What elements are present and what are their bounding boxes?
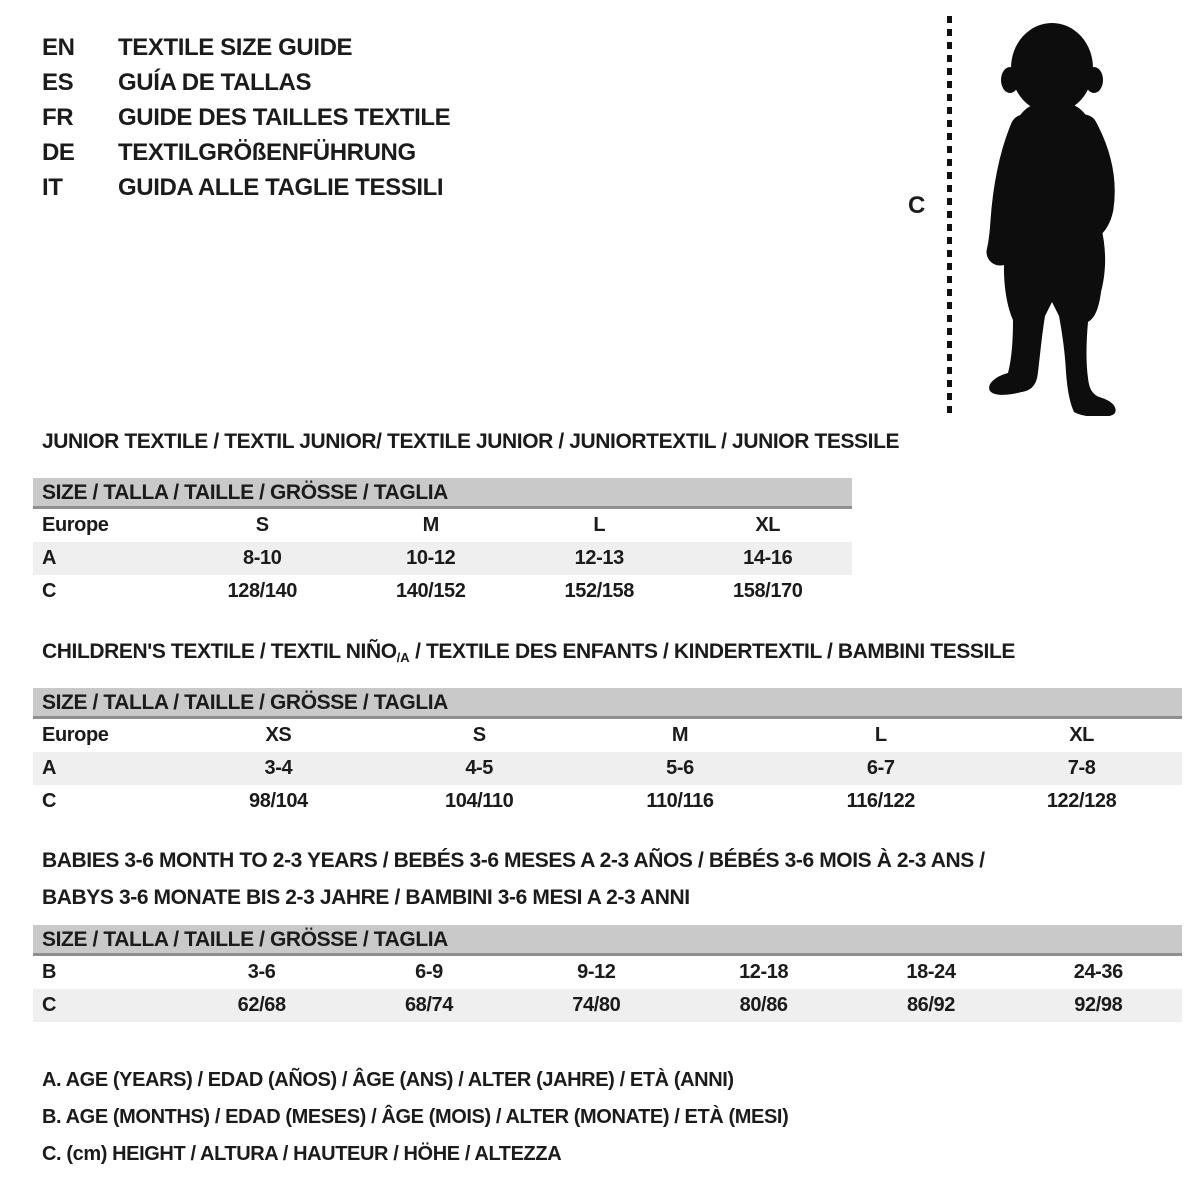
height-cell: 68/74 — [404, 994, 454, 1016]
language-row-en — [42, 30, 450, 65]
months-cell: 24-36 — [1073, 961, 1123, 983]
height-cell: 158/170 — [733, 580, 803, 602]
height-measure-label: C — [908, 192, 925, 219]
toddler-silhouette-icon — [962, 16, 1137, 416]
row-label: A — [42, 547, 57, 569]
height-cell: 116/122 — [846, 790, 915, 812]
height-cell: 104/110 — [444, 790, 514, 812]
row-label: C — [42, 790, 57, 812]
months-cell: 9-12 — [577, 961, 616, 983]
children-title-pre: CHILDREN'S TEXTILE / TEXTIL NIÑO — [42, 640, 397, 663]
age-cell: 5-6 — [666, 757, 694, 779]
language-title-list — [42, 30, 450, 205]
babies-size-table — [33, 925, 1182, 1022]
junior-section-title: JUNIOR TEXTILE / TEXTIL JUNIOR/ TEXTILE JUNIOR / JUNIORTEXTIL / JUNIOR TESSILE — [42, 430, 900, 453]
months-cell: 12-18 — [739, 961, 789, 983]
size-cell: XL — [1069, 724, 1094, 746]
language-code: FR — [42, 104, 74, 131]
size-cell: S — [255, 514, 269, 536]
footnote-age-years: A. AGE (YEARS) / EDAD (AÑOS) / ÂGE (ANS) / ALTER (JAHRE) / ETÀ (ANNI) — [42, 1069, 734, 1091]
footnote-height-cm: C. (cm) HEIGHT / ALTURA / HAUTEUR / HÖHE / ALTEZZA — [42, 1143, 562, 1165]
age-cell: 14-16 — [743, 547, 793, 569]
age-cell: 6-7 — [866, 757, 895, 779]
months-cell: 6-9 — [415, 961, 443, 983]
size-cell: S — [472, 724, 486, 746]
children-section-title — [42, 640, 1015, 670]
age-cell: 12-13 — [574, 547, 624, 569]
guide-title-de: TEXTILGRÖßENFÜHRUNG — [118, 139, 416, 166]
months-cell: 3-6 — [247, 961, 276, 983]
guide-title-es: GUÍA DE TALLAS — [118, 69, 312, 96]
height-cell: 62/68 — [237, 994, 286, 1016]
footnote-age-months: B. AGE (MONTHS) / EDAD (MESES) / ÂGE (MOIS) / ALTER (MONATE) / ETÀ (MESI) — [42, 1106, 789, 1128]
language-code: EN — [42, 34, 75, 61]
size-cell: L — [874, 724, 887, 746]
table-row-europe — [33, 509, 852, 542]
size-cell: XL — [755, 514, 781, 536]
table-row-age — [33, 752, 1182, 785]
table-row-age — [33, 542, 852, 575]
row-label: Europe — [42, 724, 109, 746]
language-row-de — [42, 135, 450, 170]
children-title-post: / TEXTILE DES ENFANTS / KINDERTEXTIL / BAMBINI TESSILE — [409, 640, 1016, 663]
height-measure-figure — [900, 0, 1160, 430]
age-cell: 3-4 — [264, 757, 293, 779]
age-cell: 4-5 — [465, 757, 494, 779]
height-cell: 74/80 — [572, 994, 621, 1016]
language-row-fr — [42, 100, 450, 135]
row-label: C — [42, 580, 57, 602]
language-code: DE — [42, 139, 75, 166]
table-row-height — [33, 575, 852, 608]
height-cell: 122/128 — [1046, 790, 1117, 812]
height-cell: 92/98 — [1074, 994, 1123, 1016]
babies-section-title — [42, 842, 985, 916]
babies-title-line2: BABYS 3-6 MONATE BIS 2-3 JAHRE / BAMBINI 3-6 MESI A 2-3 ANNI — [42, 886, 690, 909]
size-cell: M — [422, 514, 439, 536]
height-cell: 140/152 — [396, 580, 466, 602]
babies-title-line1: BABIES 3-6 MONTH TO 2-3 YEARS / BEBÉS 3-6 MESES A 2-3 AÑOS / BÉBÉS 3-6 MOIS À 2-3 ANS / — [42, 849, 985, 872]
height-cell: 98/104 — [249, 790, 308, 812]
language-row-it — [42, 170, 450, 205]
row-label: Europe — [42, 514, 109, 536]
height-cell: 128/140 — [227, 580, 297, 602]
language-code: IT — [42, 174, 63, 201]
guide-title-en: TEXTILE SIZE GUIDE — [118, 34, 353, 61]
months-cell: 18-24 — [906, 961, 956, 983]
children-title-subscript: /A — [396, 650, 410, 665]
height-cell: 80/86 — [739, 994, 788, 1016]
legend-footnotes — [42, 1062, 788, 1173]
height-cell: 152/158 — [564, 580, 634, 602]
table-row-months — [33, 956, 1182, 989]
language-code: ES — [42, 69, 74, 96]
age-cell: 7-8 — [1067, 757, 1096, 779]
age-cell: 8-10 — [243, 547, 282, 569]
guide-title-fr: GUIDE DES TAILLES TEXTILE — [118, 104, 451, 131]
size-header-bar: SIZE / TALLA / TAILLE / GRÖSSE / TAGLIA — [33, 925, 1182, 956]
size-cell: L — [593, 514, 606, 536]
table-row-europe — [33, 719, 1182, 752]
size-header-bar: SIZE / TALLA / TAILLE / GRÖSSE / TAGLIA — [33, 688, 1182, 719]
table-row-height — [33, 785, 1182, 818]
size-cell: XS — [265, 724, 292, 746]
age-cell: 10-12 — [406, 547, 456, 569]
row-label: A — [42, 757, 57, 779]
size-cell: M — [671, 724, 689, 746]
height-cell: 110/116 — [646, 790, 714, 812]
size-header-bar: SIZE / TALLA / TAILLE / GRÖSSE / TAGLIA — [33, 478, 852, 509]
guide-title-it: GUIDA ALLE TAGLIE TESSILI — [118, 174, 444, 201]
height-dashed-line — [947, 16, 952, 416]
table-row-height — [33, 989, 1182, 1022]
height-cell: 86/92 — [906, 994, 955, 1016]
language-row-es — [42, 65, 450, 100]
row-label: C — [42, 994, 57, 1016]
junior-size-table — [33, 478, 852, 608]
row-label: B — [42, 961, 57, 983]
children-size-table — [33, 688, 1182, 818]
